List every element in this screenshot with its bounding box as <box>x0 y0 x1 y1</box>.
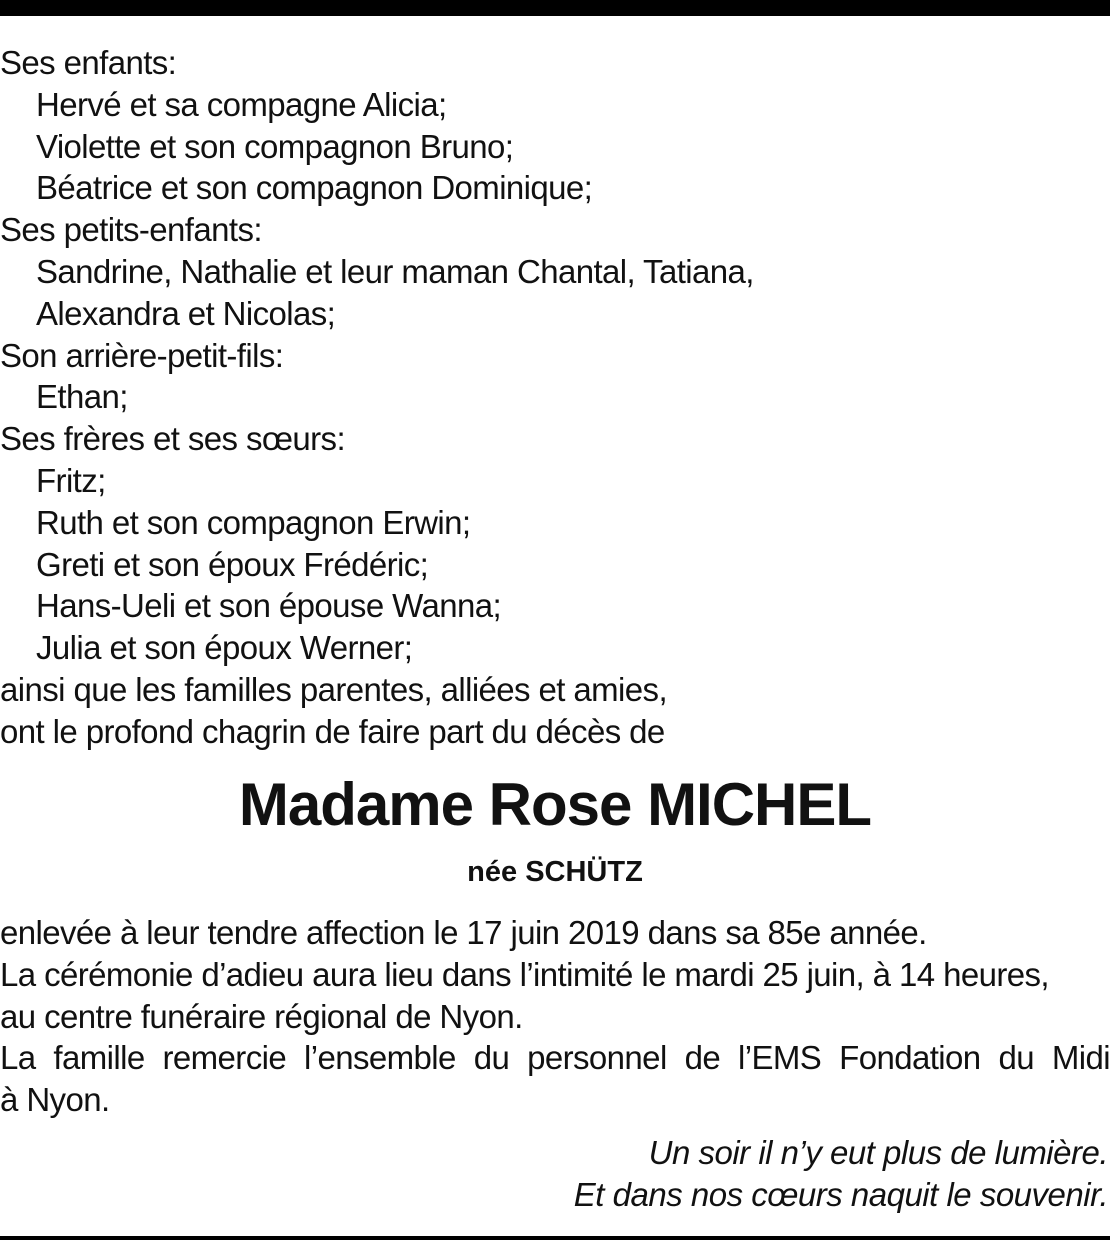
grandchildren-heading: Ses petits-enfants: <box>0 211 262 249</box>
deceased-name: Madame Rose MICHEL <box>238 771 872 838</box>
sibling-entry: Hans-Ueli et son épouse Wanna; <box>36 587 502 625</box>
sibling-entry: Julia et son époux Werner; <box>36 629 413 667</box>
child-entry: Violette et son compagnon Bruno; <box>36 127 514 165</box>
siblings-heading: Ses frères et ses sœurs: <box>0 420 346 458</box>
details-line: enlevée à leur tendre affection le 17 juin 2019 dans sa 85e année. <box>0 914 927 951</box>
child-entry: Béatrice et son compagnon Dominique; <box>36 169 593 207</box>
details-line: à Nyon. <box>0 1081 110 1119</box>
closing-line: ainsi que les familles parentes, alliées et amies, <box>0 670 668 708</box>
bottom-border-rule <box>0 1236 1110 1240</box>
verse-line: Un soir il n’y eut plus de lumière. <box>648 1134 1108 1171</box>
deceased-block <box>0 770 1110 892</box>
details-line: La cérémonie d’adieu aura lieu dans l’intimité le mardi 25 juin, à 14 heures, <box>0 955 1049 993</box>
top-border-rule <box>0 0 1110 16</box>
grandchildren-entry: Alexandra et Nicolas; <box>36 294 336 332</box>
memorial-verse <box>574 1132 1108 1216</box>
verse-line: Et dans nos cœurs naquit le souvenir. <box>573 1175 1108 1213</box>
closing-line: ont le profond chagrin de faire part du décès de <box>0 712 665 750</box>
children-heading: Ses enfants: <box>0 44 177 81</box>
great-grandson-heading: Son arrière-petit-fils: <box>0 336 284 374</box>
family-list <box>0 42 1110 753</box>
child-entry: Hervé et sa compagne Alicia; <box>36 85 447 123</box>
details-line: La famille remercie l’ensemble du personnel de l’EMS Fondation du Midi <box>0 1039 1110 1077</box>
grandchildren-entry: Sandrine, Nathalie et leur maman Chantal, Tatiana, <box>36 252 754 290</box>
great-grandson-entry: Ethan; <box>36 378 128 416</box>
ceremony-details <box>0 912 1110 1121</box>
maiden-name: née SCHÜTZ <box>467 856 643 888</box>
sibling-entry: Fritz; <box>36 461 106 499</box>
details-line: au centre funéraire régional de Nyon. <box>0 997 523 1035</box>
sibling-entry: Ruth et son compagnon Erwin; <box>36 503 471 541</box>
sibling-entry: Greti et son époux Frédéric; <box>36 545 429 583</box>
